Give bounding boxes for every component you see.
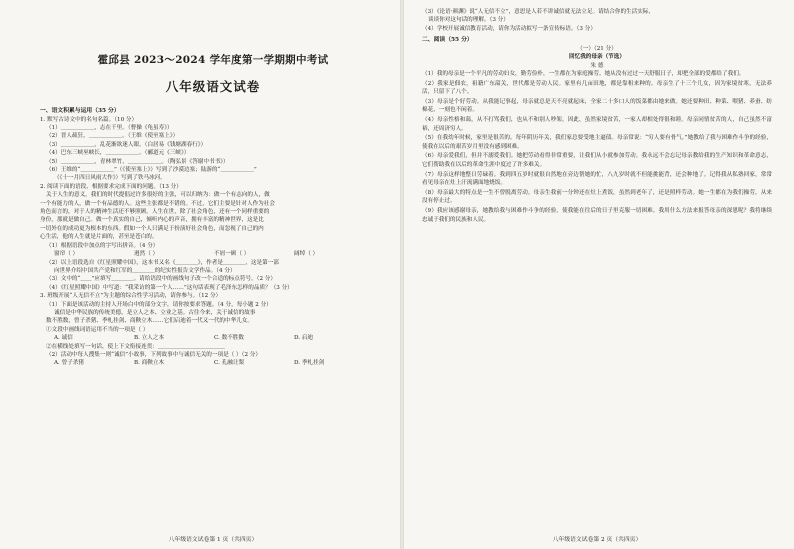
question-3-a: ①文段中画线词语运用不当的一项是（ ）: [46, 326, 149, 333]
question-2-sub-2: （2）以上语段选自《红星照耀中国》，这本书又名《＿＿＿＿》，作者是＿＿＿＿，这是第一部: [46, 259, 279, 266]
option-a[interactable]: A. 诚信: [54, 335, 73, 342]
article-paragraph: （4）母亲性格和蔼，从不打骂我们，也从不和别人吵架。因此，虽然家境贫苦，一家人却相处得很和睦。母亲同情贫苦的人，自己虽然不富裕，还周济穷人。: [422, 117, 772, 132]
option-c[interactable]: C. 数不胜数: [214, 335, 245, 342]
section-heading: 一、语文积累与运用（35 分）: [40, 108, 120, 114]
question-1-item: （1）＿＿＿＿＿＿，志在千里。（曹操《龟虽寿》）: [46, 125, 173, 131]
page-footer: 八年级语文试卷第 2 页（共四页）: [552, 537, 642, 543]
question-3-sub-1: （1）下面是该活动的主持人开场白中的部分文字，请你按要求答题。（4 分，每小题 2 分）: [46, 301, 272, 308]
passage-line: 数不胜数，曾子杀猪、季札挂剑、商鞅立木……它们启迪着一代又一代的中华儿女。: [46, 318, 253, 325]
article-paragraph: （2）我家是佃农，祖籍广东韶关，世代都是劳动人民。家里有几亩田地，都是靠租来种的。母亲生了十三个儿女，因为家境贫寒，无法养活，只留下了八个。: [422, 80, 772, 96]
option-d[interactable]: D. 启迪: [294, 335, 314, 342]
reading-part: （一）（21 分）: [577, 45, 617, 52]
question-2-sub-4: （4）《红星照耀中国》中写道：“我采访的第一个人……”这句话表现了毛泽东怎样的品质？（3 分）: [46, 284, 293, 291]
question-2: 2. 阅读下面的语段，根据要求完成下面的问题。（13 分）: [40, 183, 182, 190]
option-b[interactable]: B. 商鞅立木: [134, 360, 165, 367]
question-1-item: （3）＿＿＿＿＿＿，乱花渐欲迷人眼。（白居易《钱塘湖春行》）: [46, 141, 207, 148]
article-paragraph: （8）母亲最大的特点是一生不曾脱离劳动。母亲生我前一分钟还在灶上煮饭，虽然到老年了，还是照样劳动。她一生都在为我们操劳，从来没有停止过。: [422, 189, 772, 205]
article-paragraph: （7）母亲这样地整日劳碌着。我到四五岁时就很自然地在旁边帮她的忙，八九岁时就不但能挑能背，还会种地了。记得我从私塾回家，常常看见母亲在灶上汗流满面地烧饭。: [422, 171, 772, 187]
article-paragraph: （3）母亲是个好劳动。从我能记事起，母亲就总是天不亮就起床，全家二十多口人的饭菜都由她来做。她还要种田、种菜、喂猪、养蚕、纺棉花，一刻也不闲着。: [422, 98, 772, 114]
pinyin-blank[interactable]: 迥然（ ）: [134, 251, 159, 258]
question-3-b: ②在横线处填写一句话，使上下文衔接连贯：＿＿＿＿＿＿＿＿＿＿＿＿: [46, 343, 226, 350]
question-2-sub-2-cont: 向世界介绍中国共产党和红军的＿＿＿＿的纪实性报告文学作品。（4 分）: [54, 267, 236, 274]
question-1-item: （5）＿＿＿＿＿＿，青林翠竹，＿＿＿＿＿＿。（陶弘景《答谢中书书》）: [46, 158, 229, 165]
exam-subtitle: 八年级语文试卷: [165, 79, 261, 94]
passage-line: 一个有能力的人，做一个有品德的人。这些主张都是不错的。不过，它们主要是针对人作为社会: [40, 200, 275, 207]
question-1-item: （4）巴东三峡巫峡长，＿＿＿＿＿＿。（郦道元《三峡》）: [46, 150, 190, 157]
option-a[interactable]: A. 曾子杀猪: [54, 360, 84, 367]
question-3-sub-4: （4）学校开展诚信教育活动，请你为活动拟写一条宣传标语。（3 分）: [422, 25, 596, 32]
question-3-a-options: [40, 334, 386, 342]
section-heading: 二、阅读（55 分）: [422, 37, 473, 44]
passage-line: 诚信是中华民族的传统美德，是立人之本、立业之基。古往今来，关于诚信的故事: [54, 309, 256, 316]
passage-line: 身份，那就是做自己。做一个真实的自己，倾听内心的声音，拥有丰富的精神世界，这是比: [40, 217, 264, 224]
question-3-sub-2: （2）活动中每人搜集一则“诚信”小故事，下列故事中与诚信无关的一项是（ ）（2 分）: [46, 351, 261, 358]
right-page: [404, 0, 794, 549]
passage-line: 关于人生的意义，我们的时代提倡过许多很好的主张，可以归纳为：做一个有志向的人，做: [46, 192, 270, 199]
question-3-sub-3: （3）《论语·颜渊》说“人无信不立”，意思是人若不讲诚信就无法立足。请结合你的生活实际，: [422, 9, 655, 15]
pinyin-blank[interactable]: 不屑一顾（ ）: [214, 251, 250, 258]
question-1-item: （2）晋人疏狂，＿＿＿＿＿＿。（王维《使至塞上》）: [46, 133, 179, 140]
pinyin-blanks: [40, 250, 386, 258]
exam-title: 霍邱县 2023～2024 学年度第一学期期中考试: [97, 54, 329, 66]
passage-line: 一切外在的成功更为根本的东西。假如一个人只满足于扮演好社会角色，而忽视了自己的内: [40, 225, 264, 232]
option-d[interactable]: D. 季札挂剑: [294, 360, 325, 367]
question-3-sub-2-options: [40, 359, 386, 367]
passage-line: 角色而言的，对于人的精神生活还不够照顾。人生在世，除了社会角色，还有一个同样重要的: [40, 209, 270, 216]
question-1: 1. 默写古诗文中的名句名篇。（10 分）: [40, 116, 138, 123]
article-paragraph: （1）我的母亲是一个平凡的劳动妇女，勤劳俭朴，一生都在为家庭操劳。她从没有过过一天舒服日子，却把全部的爱都给了我们。: [422, 71, 745, 78]
option-c[interactable]: C. 孔融让梨: [214, 360, 245, 367]
passage-line: 心生活，他的人生就是片面的，甚至是苍白的。: [40, 234, 158, 241]
question-1-items: [40, 124, 386, 183]
page-footer: 八年级语文试卷第 1 页（共四页）: [168, 537, 258, 543]
pinyin-blank[interactable]: 阔绰（ ）: [294, 251, 319, 258]
article-paragraph: （9）我应该感谢母亲，她教给我与困难作斗争的经验，使我能在往后的日子里克服一切困难。我用什么方法来报答母亲的深恩呢？我将继续忠诚于我们的民族和人民。: [422, 207, 772, 223]
article-body: [422, 70, 772, 224]
article-title: 回忆我的母亲（节选）: [569, 54, 625, 61]
question-3-sub-3-cont: 谈谈你对这句话的理解。（3 分）: [428, 17, 509, 24]
question-1-item: （《十一月四日风雨大作》）写到了铁马冰河。: [54, 175, 166, 182]
question-3: 3. 班级开展“人无信不立”为主题的综合性学习活动，请你参与。（12 分）: [40, 293, 222, 300]
question-2-sub-1: （1）根据语段中加点的字写出拼音。（4 分）: [46, 242, 159, 249]
question-1-item: （6）王维的“＿＿＿＿＿＿”（《使至塞上》）写到了沙漠边塞；陆游的“＿＿＿＿＿＿”: [46, 167, 257, 174]
article-paragraph: （6）母亲爱我们，但并不溺爱我们。她把劳动看得非常重要，让我们从小就参加劳动。我永远不会忘记母亲教给我的生产知识和革命意志，它们帮助我在以后的革命生涯中度过了许多难关。: [422, 153, 772, 168]
question-2-passage: [40, 191, 386, 241]
option-b[interactable]: B. 立人之本: [134, 335, 165, 342]
article-paragraph: （5）在我幼年时候，家里是很苦的。每年阴历年关，我们家总要受地主逼债。母亲常说：“穷人要有骨气。”她教给了我与困难作斗争的经验，使我在以后的艰苦岁月里没有感到困难。: [422, 135, 772, 150]
pinyin-blank[interactable]: 窗帘（ ）: [54, 251, 79, 258]
article-author: 朱 德: [590, 62, 604, 69]
question-2-sub-3: （3）文中的“＿＿”应填写＿＿＿＿。请给语段中的画线句子改一个合适的标点符号。（2 分）: [46, 276, 276, 283]
